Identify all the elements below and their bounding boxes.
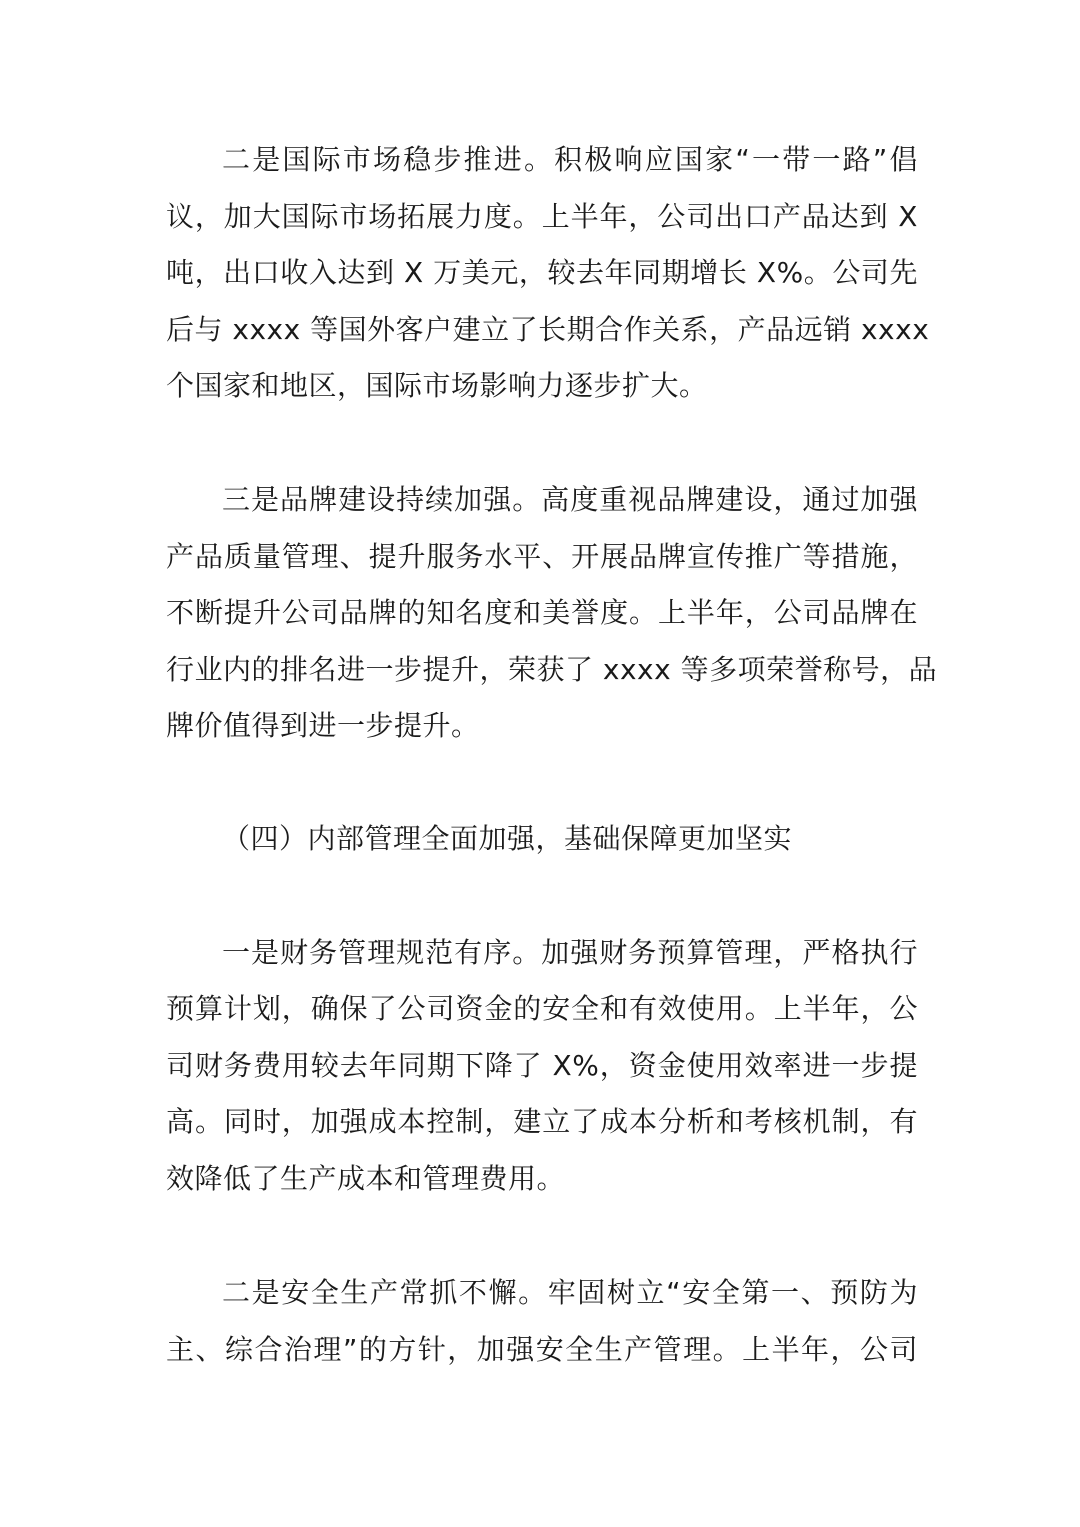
text-line: 一是财务管理规范有序。加强财务预算管理，严格执行: [222, 936, 918, 969]
text-line: 司财务费用较去年同期下降了 X%，资金使用效率进一步提: [166, 1049, 918, 1082]
text-line: 三是品牌建设持续加强。高度重视品牌建设，通过加强: [222, 483, 918, 516]
text-line: 预算计划，确保了公司资金的安全和有效使用。上半年，公: [166, 992, 918, 1025]
text-line: 二是安全生产常抓不懈。牢固树立“安全第一、预防为: [222, 1276, 918, 1309]
text-line: 二是国际市场稳步推进。积极响应国家“一带一路”倡: [222, 143, 918, 176]
text-line: 牌价值得到进一步提升。: [166, 709, 480, 742]
text-line: 议，加大国际市场拓展力度。上半年，公司出口产品达到 X: [166, 200, 918, 233]
text-line: 行业内的排名进一步提升，荣获了 xxxx 等多项荣誉称号，品: [166, 653, 938, 686]
text-line: 高。同时，加强成本控制，建立了成本分析和考核机制，有: [166, 1105, 918, 1138]
text-line: 吨，出口收入达到 X 万美元，较去年同期增长 X%。公司先: [166, 256, 918, 289]
text-line: 主、综合治理”的方针，加强安全生产管理。上半年，公司: [166, 1333, 918, 1366]
text-line: 后与 xxxx 等国外客户建立了长期合作关系，产品远销 xxxx: [166, 313, 930, 346]
text-line: 效降低了生产成本和管理费用。: [166, 1162, 566, 1195]
text-line: 个国家和地区，国际市场影响力逐步扩大。: [166, 369, 708, 402]
text-line: 产品质量管理、提升服务水平、开展品牌宣传推广等措施，: [166, 540, 918, 573]
section-heading: （四）内部管理全面加强，基础保障更加坚实: [222, 822, 793, 855]
text-line: 不断提升公司品牌的知名度和美誉度。上半年，公司品牌在: [166, 596, 918, 629]
